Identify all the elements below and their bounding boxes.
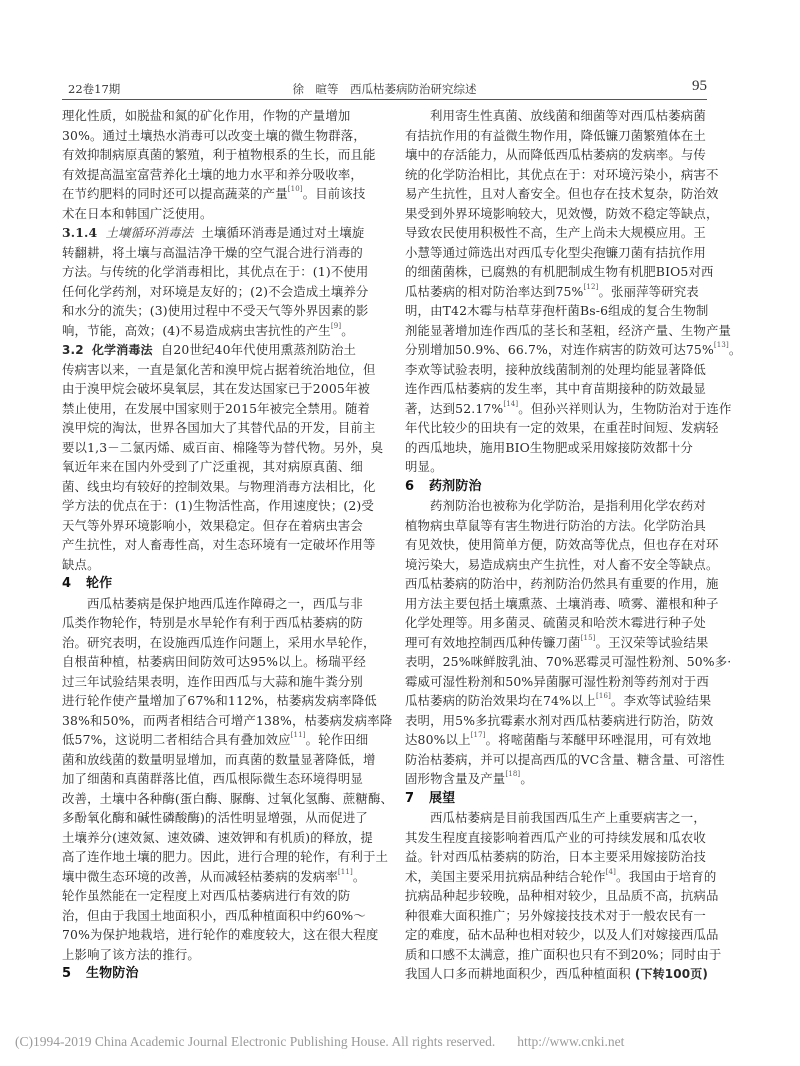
text-line: 李欢等试验表明，接种放线菌制剂的处理均能显著降低 [405,361,706,377]
citation-ref[interactable]: [15] [580,633,596,642]
text-line [405,964,708,984]
text-line: 学方法的优点在于：(1)生物活性高，作用速度快；(2)受 [62,498,374,513]
text-line: 过三年试验结果表明，连作田西瓜与大蒜和施牛粪分别 [62,673,363,689]
text-line: 自根苗种植，枯萎病田间防效可达95%以上。杨瑞平经 [62,654,366,669]
text-line: 任何化学药剂，对环境是友好的；(2)不会造成土壤养分 [62,283,369,299]
section-title: 药剂防治 [429,478,482,494]
citation-ref[interactable]: [9] [330,321,342,330]
text-line [62,340,388,360]
text-line: 有效抑制病原真菌的繁殖，利于植物根系的生长，而且能 [62,147,376,162]
citation-ref[interactable]: [17] [470,731,486,739]
text-span: 。李欢等试验结果 [611,693,712,708]
text-line: 定的难度，砧木品种也相对较少，以及人们对嫁接西瓜品 [405,927,719,942]
text-line: 70%为保护地栽培，进行轮作的难度较大，这在很大程度 [62,927,379,942]
section-4-rotation [62,574,394,964]
text-line: 益。针对西瓜枯萎病的防治，日本主要采用嫁接防治技 [405,849,706,864]
text-line: 连作西瓜枯萎病的发生率，其中育苗期接种的防效最显 [405,381,706,396]
subsection-number: 3.2 [62,343,84,357]
text-span: 达80%以上 [405,732,471,747]
text-span: 。轮作田细 [305,732,369,747]
section-6-chemical [405,477,732,789]
text-line: 要以1,3－二氯丙烯、威百亩、棉隆等为替代物。另外，臭 [62,439,384,455]
text-line: 化学处理等。用多菌灵、硫菌灵和哈茨木霉进行种子处 [405,615,706,630]
text-span: 。目前该技 [302,186,366,201]
text-line [405,867,717,887]
text-line: 有拮抗作用的有益微生物作用，降低镰刀菌繁殖体在土 [405,127,706,143]
running-header [62,78,707,98]
section-title: 展望 [429,790,456,806]
section-title: 轮作 [86,576,113,591]
citation-ref[interactable]: [10] [287,185,303,193]
text-line: 霉威可湿性粉剂和50%异菌脲可湿性粉剂等药剂对于西 [405,673,709,689]
text-line [62,184,388,204]
text-span: 。 [520,771,533,786]
text-line: 多酚氧化酶和碱性磷酸酶)的活性明显增强，从而促进了 [62,810,368,825]
section-heading [405,477,708,497]
text-line [62,321,388,341]
text-line: 由于溴甲烷会破坏臭氧层，其在发达国家已于2005年被 [62,381,371,396]
section-heading [62,964,388,984]
text-line: 理化性质，如脱盐和氮的矿化作用，作物的产量增加 [62,108,351,123]
citation-ref[interactable]: [13] [713,341,729,349]
running-title: 徐 暄等 西瓜枯萎病防治研究综述 [292,82,477,96]
text-line: 用方法主要包括土壤熏蒸、土壤消毒、喷雾、灌根和种子 [405,595,719,611]
text-line: 抗病品种起步较晚，品种相对较少，且品质不高，抗病品 [405,888,719,903]
text-span: 在节约肥料的同时还可以提高蔬菜的产量 [62,186,288,201]
text-line [405,340,742,360]
text-line: 小慧等通过筛选出对西瓜专化型尖孢镰刀菌有拮抗作用 [405,244,706,260]
citation-ref[interactable]: [11] [290,731,306,739]
text-span: 。王汉荣等试验结果 [595,634,709,650]
section-heading [405,789,708,809]
citation-ref[interactable]: [4] [605,867,617,876]
section-number: 4 [62,576,72,591]
text-line: 境污染大，易造成病虫产生抗性，对人畜不安全等缺点。 [405,556,719,572]
text-line [62,867,388,887]
text-span: 瓜枯萎病的相对防治率达到75% [405,283,584,299]
section-5-body [405,106,742,477]
header-rule [62,99,707,100]
text-line: 表明，25%咪鲜胺乳油、70%恶霉灵可湿性粉剂、50%多· [405,654,732,669]
section-number: 5 [62,966,72,981]
citation-ref[interactable]: [11] [337,867,353,876]
text-line: 土壤养分(速效氮、速效磷、速效钾和有机质)的释放，提 [62,829,373,845]
cnki-link[interactable]: http://www.cnki.net [517,1034,625,1049]
text-line: 上影响了该方法的推行。 [62,946,200,962]
text-span: 响，节能，高效；(4)不易造成病虫害抗性的产生 [62,322,331,338]
section-number: 7 [405,790,415,806]
subsection-title: 土壤循环消毒法 [105,225,194,240]
text-span: 土壤循环消毒是通过对土壤旋 [201,225,365,240]
text-line: 和水分的流失；(3)使用过程中不受天气等外界因素的影 [62,303,369,318]
text-line: 易产生抗性，且对人畜安全。但也存在技术复杂，防治效 [405,186,719,201]
text-line: 表明，用5%多抗霉素水剂对西瓜枯萎病进行防治，防效 [405,712,714,728]
text-span: 壤中微生态环境的改善，从而减轻枯萎病的发病率 [62,868,338,884]
text-span: 术，美国主要采用抗病品种结合轮作 [405,868,606,884]
text-span: 理可有效地控制西瓜种传镰刀菌 [405,634,581,650]
text-line [62,223,388,243]
citation-ref[interactable]: [12] [583,282,599,291]
text-line: 转翻耕，将土壤与高温洁净干燥的空气混合进行消毒的 [62,244,363,260]
section-number: 6 [405,478,415,494]
text-line: 禁止使用，在发展中国家则于2015年被完全禁用。随着 [62,400,371,416]
citation-ref[interactable]: [18] [505,770,521,778]
text-span: 低57%，这说明二者相结合具有叠加效应 [62,732,291,747]
copyright-text: (C)1994-2019 China Academic Journal Electronic Publishing House. All rights reserved. [15,1034,496,1049]
text-line [405,769,708,789]
text-line: 剂能显著增加连作西瓜的茎长和茎粗，经济产量、生物产量 [405,322,732,338]
citation-ref[interactable]: [16] [596,692,612,700]
volume-issue: 22卷17期 [68,82,121,96]
section-heading [62,574,388,594]
text-line: 有效提高温室富营养化土壤的地力水平和养分吸收率， [62,166,363,182]
text-span: 固形物含量及产量 [405,771,506,786]
text-line: 缺点。 [62,556,100,572]
text-span: 。我国由于培育的 [616,868,717,884]
text-span: 我国人口多而耕地面积少，西瓜种植面积 [405,966,631,981]
text-line: 溴甲烷的淘汰，世界各国加大了其替代品的开发，目前主 [62,420,376,435]
text-line: 有见效快，使用简单方便，防效高等优点，但也存在对环 [405,537,719,552]
text-line: 质和口感不太满意，推广面积也只有不到20%；同时由于 [405,946,722,962]
text-line: 种很难大面积推广；另外嫁接技技术对于一般农民有一 [405,907,706,923]
text-span: 。 [728,342,742,357]
text-line: 传病害以来，一直是氯化苦和溴甲烷占据着统治地位，但 [62,361,376,377]
text-line [62,730,388,750]
text-line: 果受到外界环境影响较大，见效慢，防效不稳定等缺点， [405,205,719,221]
text-span: 。张丽萍等研究表 [598,283,699,299]
text-line: 西瓜枯萎病是保护地西瓜连作障碍之一，西瓜与非 [87,595,363,611]
text-line [405,282,708,302]
page-number: 95 [692,78,707,94]
continued-on-page[interactable]: (下转100页) [634,967,709,981]
text-line: 高了连作地土壤的肥力。因此，进行合理的轮作，有利于土 [62,849,389,864]
text-line: 方法。与传统的化学消毒相比，其优点在于：(1)不使用 [62,264,369,279]
text-line: 导致农民使用积极性不高，生产上尚未大规模应用。王 [405,225,706,240]
text-line: 加了细菌和真菌群落比值，西瓜根际微生态环境得明显 [62,771,363,786]
section-3-2 [62,340,388,574]
text-span: 。将嘧菌酯与苯醚甲环唑混用，可有效地 [485,732,712,747]
text-line [405,691,712,711]
text-line: 轮作虽然能在一定程度上对西瓜枯萎病进行有效的防 [62,888,351,903]
text-line: 的细菌菌株，已腐熟的有机肥制成生物有机肥BIO5对西 [405,264,714,279]
text-line: 的西瓜地块，施用BIO生物肥或采用嫁接防效都十分 [405,439,693,455]
text-line [405,730,712,750]
text-span: 。 [352,868,366,884]
text-span: 。 [341,322,354,338]
text-line: 明，由T42木霉与枯草芽孢杆菌Bs-6组成的复合生物制 [405,303,709,318]
text-line: 改善，土壤中各种酶(蛋白酶、脲酶、过氧化氢酶、蔗糖酶、 [62,790,394,806]
text-line: 植物病虫草鼠等有害生物进行防治的方法。化学防治具 [405,517,706,533]
text-span: 著，达到52.17% [405,400,504,416]
text-span: 分别增加50.9%、66.7%，对连作病害的防效可达75% [405,342,714,357]
text-line: 利用寄生性真菌、放线菌和细菌等对西瓜枯萎病菌 [430,108,706,123]
text-line: 西瓜枯萎病的防治中，药剂防治仍然具有重要的作用，施 [405,576,719,591]
text-line: 壤中的存活能力，从而降低西瓜枯萎病的发病率。与传 [405,147,706,162]
text-line: 西瓜枯萎病是目前我国西瓜生产上重要病害之一， [430,810,706,825]
section-title: 生物防治 [86,966,139,981]
section-3-1-4 [62,223,388,340]
text-line: 进行轮作使产量增加了67%和112%，枯萎病发病率降低 [62,693,377,708]
text-span: 。但孙兴祥则认为，生物防治对于连作 [518,400,732,416]
copyright-footer [15,1034,624,1050]
text-line: 统的化学防治相比，其优点在于：对环境污染小，病害不 [405,166,719,182]
text-line: 天气等外界环境影响小，效果稳定。但存在着病虫害会 [62,517,363,533]
text-line: 30%。通过土壤热水消毒可以改变土壤的微生物群落， [62,127,366,143]
text-span: 瓜枯萎病的防治效果均在74%以上 [405,693,597,708]
text-span: 自20世纪40年代使用熏蒸剂防治土 [160,342,357,357]
text-line: 产生抗性，对人畜毒性高，对生态环境有一定破坏作用等 [62,537,376,552]
text-line: 治。研究表明，在设施西瓜连作问题上，采用水旱轮作， [62,634,376,650]
text-line: 药剂防治也被称为化学防治，是指利用化学农药对 [430,498,706,513]
paragraph-soil-hot-water [62,106,388,223]
text-line: 菌、线虫均有较好的控制效果。与物理消毒方法相比，化 [62,478,376,494]
text-line: 瓜类作物轮作，特别是水旱轮作有利于西瓜枯萎病的防 [62,615,363,630]
text-line [405,633,708,653]
subsection-number: 3.1.4 [62,225,98,240]
text-line: 38%和50%，而两者相结合可增产138%，枯萎病发病率降 [62,712,393,728]
text-line: 年代比较少的田块有一定的效果，在重茬时间短、发病轻 [405,420,719,435]
left-column [62,106,394,984]
text-line: 术在日本和韩国广泛使用。 [62,205,213,221]
section-7-outlook [405,789,722,984]
text-line: 其发生程度直接影响着西瓜产业的可持续发展和瓜农收 [405,829,706,845]
text-line: 氧近年来在国内外受到了广泛重视，其对病原真菌、细 [62,459,363,474]
text-line: 明显。 [405,459,443,474]
text-line: 防治枯萎病，并可以提高西瓜的VC含量、糖含量、可溶性 [405,751,725,767]
right-column [405,106,742,984]
text-line: 治，但由于我国土地面积小，西瓜种植面积中约60%～ [62,907,366,923]
text-line: 菌和放线菌的数量明显增加，而真菌的数量显著降低，增 [62,751,376,767]
subsection-title: 化学消毒法 [91,343,153,357]
citation-ref[interactable]: [14] [503,399,519,408]
text-line [405,399,732,419]
